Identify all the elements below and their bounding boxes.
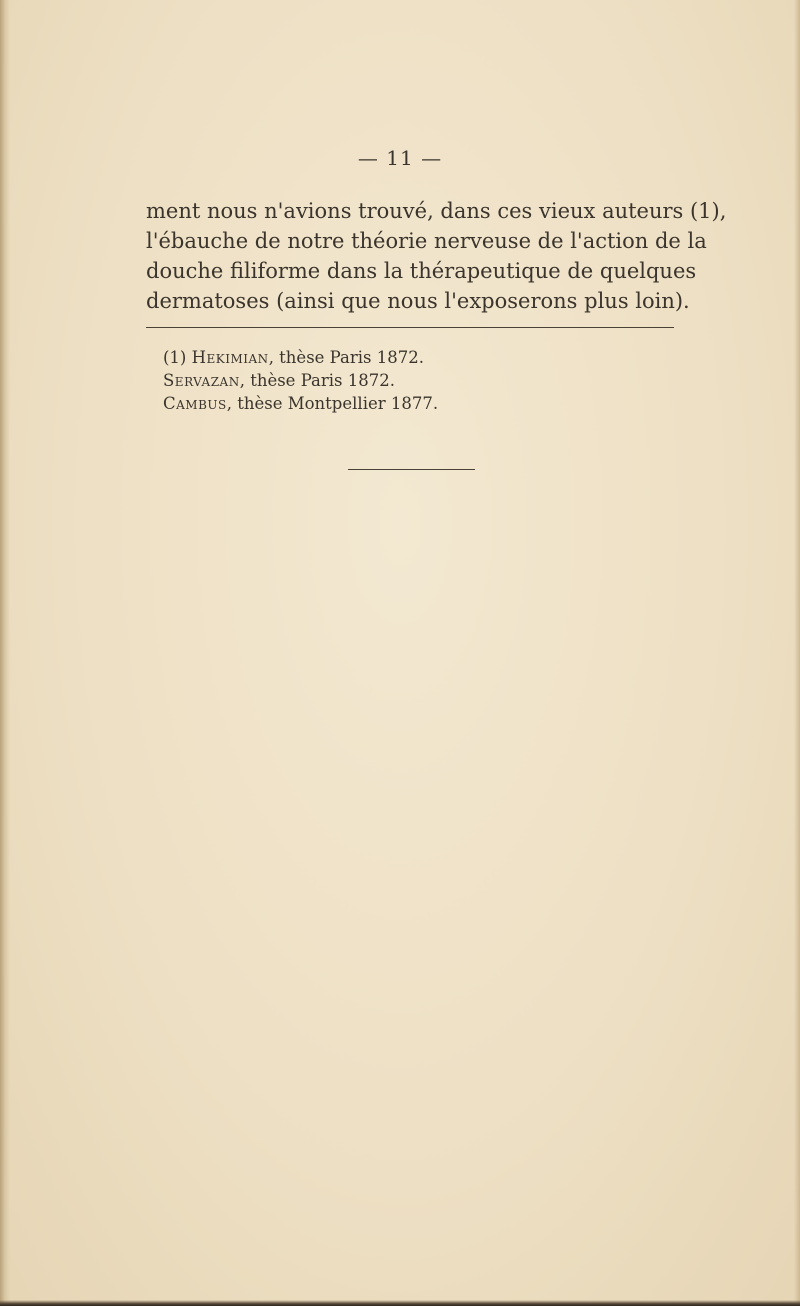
footnote xyxy=(163,369,663,392)
page-edge-right xyxy=(794,0,800,1306)
footnote-author: Hekimian xyxy=(191,348,269,367)
footnote-author: Cambus xyxy=(163,394,227,413)
footnote xyxy=(163,346,663,369)
footnote-separator xyxy=(146,327,674,328)
end-of-section-rule xyxy=(348,469,475,470)
footnotes xyxy=(163,346,663,415)
body-paragraph xyxy=(146,196,727,316)
footnote-marker: (1) xyxy=(163,348,192,367)
binding-edge xyxy=(0,0,10,1306)
footnote-text: , thèse Paris 1872. xyxy=(268,348,424,367)
body-line: dermatoses (ainsi que nous l'exposerons plus loin). xyxy=(146,289,690,313)
footnote-text: , thèse Paris 1872. xyxy=(239,371,396,390)
page-edge-bottom xyxy=(0,1300,800,1306)
body-line: l'ébauche de notre théorie nerveuse de l'action de la xyxy=(146,229,707,253)
footnote-text: , thèse Montpellier 1877. xyxy=(226,394,439,413)
body-line: ment nous n'avions trouvé, dans ces vieux auteurs (1), xyxy=(146,199,727,223)
footnote-author: Servazan xyxy=(163,371,240,390)
footnote xyxy=(163,392,663,415)
body-line: douche filiforme dans la thérapeutique de quelques xyxy=(146,259,697,283)
page-number: — 11 — xyxy=(357,146,443,170)
